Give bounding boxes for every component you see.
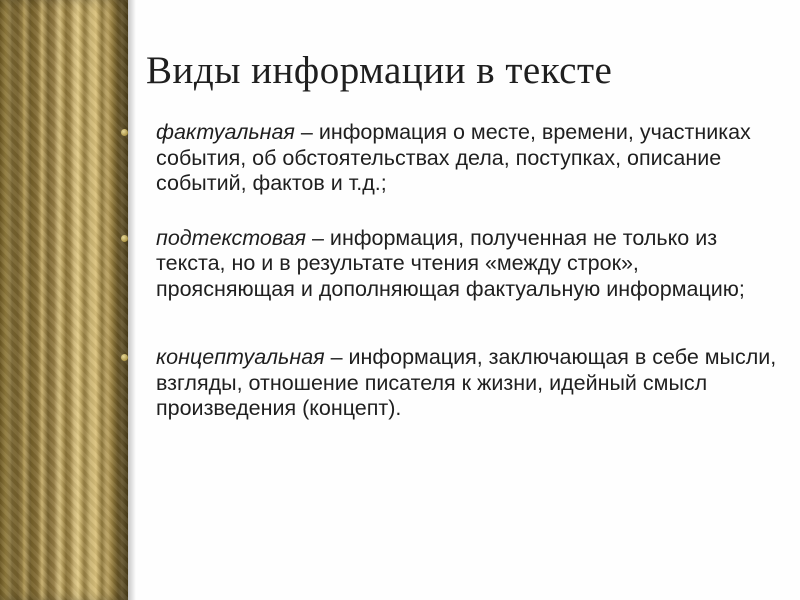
bullet-text: – информация, заключающая в себе мысли, взгляды, отношение писателя к жизни, идейный смысл произведения (концепт). [156, 345, 777, 420]
bullet-dot-icon [121, 235, 128, 242]
slide-title: Виды информации в тексте [146, 49, 613, 92]
bullet-dot-icon [121, 354, 128, 361]
bullet-term: подтекстовая [156, 225, 307, 250]
bullet-list [118, 120, 778, 422]
bullet-item-factual [118, 120, 778, 197]
bullet-term: фактуальная [156, 120, 295, 144]
bullet-dot-icon [121, 129, 128, 136]
decorative-curtain [0, 0, 128, 600]
bullet-text: – информация о месте, времени, участниках события, об обстоятельствах дела, поступках, описание событий, фактов и т.д.; [156, 120, 751, 195]
bullet-item-conceptual [118, 345, 778, 422]
bullet-text: – информация, полученная не только из текста, но и в результате чтения «между строк», проясняющая и дополняющая фактуальную информацию; [156, 225, 745, 301]
bullet-item-subtext [118, 226, 778, 303]
bullet-term: концептуальная [156, 345, 325, 369]
